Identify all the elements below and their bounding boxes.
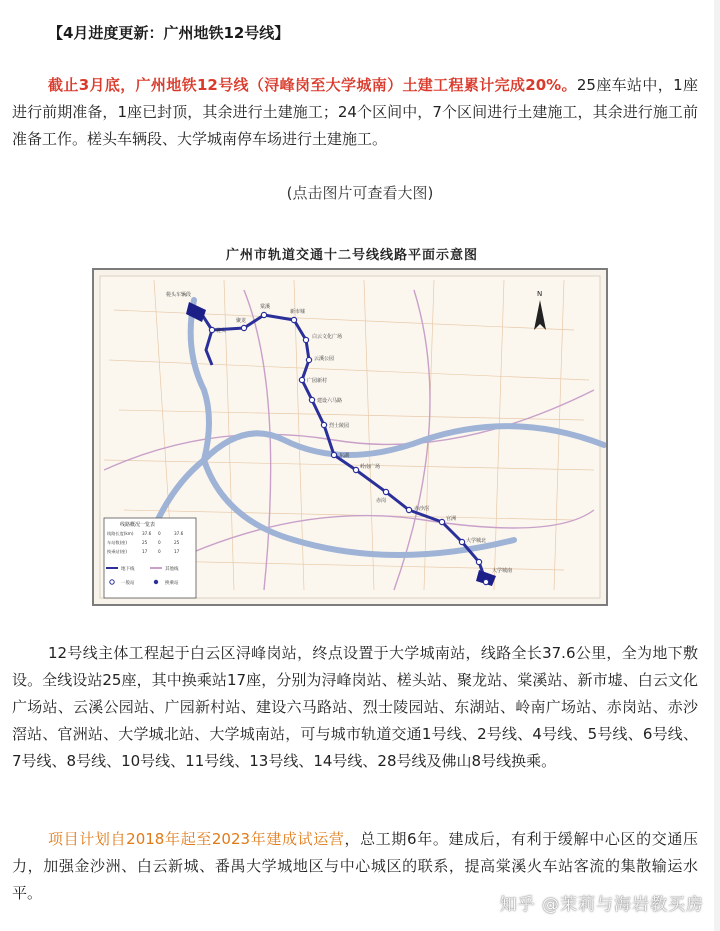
svg-text:线路长度(km): 线路长度(km) — [107, 531, 134, 536]
schedule-highlight: 项目计划自2018年起至2023年建成试运营 — [48, 830, 345, 848]
route-description-text: 12号线主体工程起于白云区浔峰岗站，终点设置于大学城南站，线路全长37.6公里，全为地下敷设。全线设站25座，其中换乘站17座，分别为浔峰岗站、槎头站、聚龙站、棠溪站、新市墟、白云文化广场站、云溪公园站、广园新村站、建设六马路站、烈士陵园站、东湖站、岭南广场站、赤岗站、赤沙滘站、官洲站、大学城北站、大学城南站，可与城市轨道交通1号线、2号线、4号线、5号线、6号线、7号线、8号线、10号线、11号线、13号线、14号线、28号线及佛山8号线换乘。 — [12, 644, 698, 770]
svg-text:0: 0 — [158, 531, 161, 536]
svg-text:地下线: 地下线 — [121, 567, 135, 572]
station-label: 岭南广场 — [360, 464, 381, 470]
zhihu-watermark: 知乎 @茉莉与海岩教买房 — [499, 895, 704, 915]
schedule-detail: ，总工期6年。建成后，有利于缓解中心区的交通压力，加强金沙洲、白云新城、番禺大学城地区与中心城区的联系，提高棠溪火车站客流的集散输运水平。 — [12, 830, 698, 902]
svg-text:一般站: 一般站 — [121, 581, 135, 586]
route-description-paragraph — [12, 640, 698, 775]
station-label: 赤沙滘 — [414, 506, 430, 512]
svg-text:17: 17 — [174, 549, 180, 554]
progress-paragraph — [12, 72, 698, 153]
station-label: 建设六马路 — [317, 398, 343, 404]
station-label: 新市墟 — [290, 309, 306, 315]
map-title: 广州市轨道交通十二号线线路平面示意图 — [225, 248, 478, 263]
svg-text:换乘站: 换乘站 — [165, 581, 179, 586]
station-label: 槎头车辆段 — [166, 292, 192, 298]
route-map-figure[interactable] — [92, 238, 612, 610]
station-label: 大学城南 — [492, 568, 513, 574]
map-legend — [104, 518, 196, 598]
svg-text:N: N — [537, 290, 543, 298]
progress-detail: 25座车站中，1座进行前期准备，1座已封顶，其余进行土建施工；24个区间中，7个区间进行土建施工，其余进行施工前准备工作。槎头车辆段、大学城南停车场进行土建施工。 — [12, 76, 698, 148]
legend-title: 线路概况一览表 — [120, 522, 156, 528]
right-scroll-edge[interactable] — [714, 0, 720, 931]
station-label: 槎头 — [216, 328, 227, 334]
image-caption[interactable]: (点击图片可查看大图) — [286, 184, 434, 202]
svg-text:25: 25 — [142, 540, 148, 545]
svg-text:17: 17 — [142, 549, 148, 554]
map-image[interactable] — [92, 268, 608, 606]
article-heading: 【4月进度更新：广州地铁12号线】 — [48, 24, 290, 42]
svg-text:换乘站(座): 换乘站(座) — [107, 549, 128, 554]
station-label: 大学城北 — [466, 538, 487, 544]
svg-text:0: 0 — [158, 549, 161, 554]
station-label: 白云文化广场 — [312, 334, 343, 340]
svg-text:37.6: 37.6 — [142, 531, 152, 536]
progress-highlight: 截止3月底，广州地铁12号线（浔峰岗至大学城南）土建工程累计完成20%。 — [48, 76, 577, 94]
station-label: 聚龙 — [236, 318, 247, 324]
svg-text:车站数(座): 车站数(座) — [107, 540, 128, 545]
station-label: 烈士陵园 — [329, 423, 350, 429]
station-label: 东湖 — [339, 453, 350, 459]
route-map-svg — [94, 270, 606, 604]
svg-text:25: 25 — [174, 540, 180, 545]
station-label: 广园新村 — [307, 378, 328, 384]
svg-text:0: 0 — [158, 540, 161, 545]
svg-text:其他线: 其他线 — [165, 567, 179, 572]
svg-text:37.6: 37.6 — [174, 531, 184, 536]
station-label: 赤岗 — [376, 498, 387, 504]
station-label: 官洲 — [446, 516, 457, 522]
station-label: 棠溪 — [260, 304, 271, 310]
station-label: 云溪公园 — [314, 356, 335, 362]
